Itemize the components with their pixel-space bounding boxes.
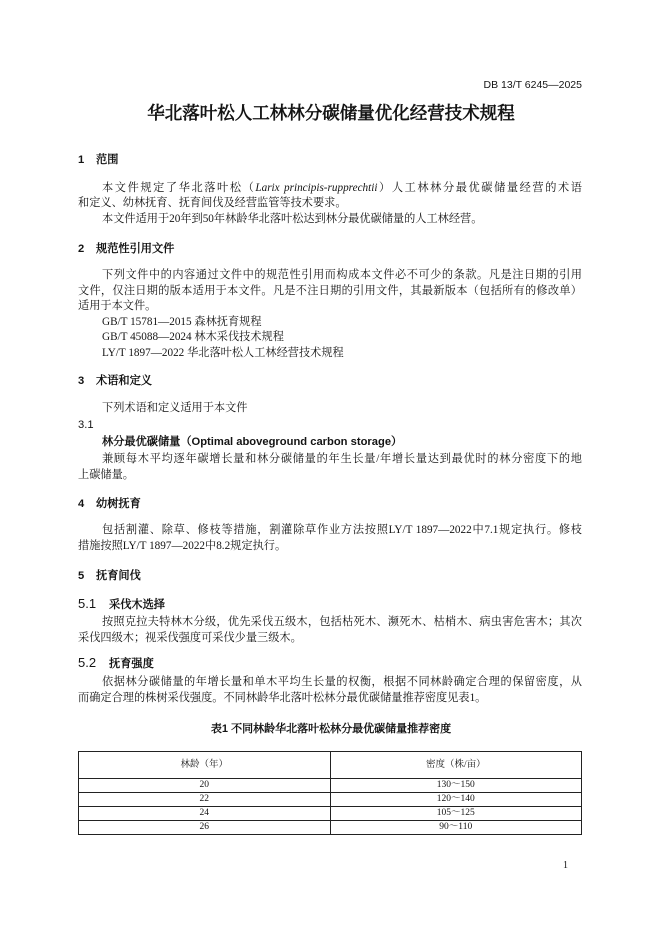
section-4-heading xyxy=(78,497,582,511)
reference-title: 森林抚育规程 xyxy=(194,315,262,328)
subsection-title: 抚育强度 xyxy=(109,658,154,670)
table-row xyxy=(79,807,582,821)
cell-age: 24 xyxy=(79,807,331,821)
paragraph-line: 本文件适用于20年到50年林龄华北落叶松达到林分最优碳储量的人工林经营。 xyxy=(102,212,483,225)
paragraph-line: 依据林分碳储量的年增长量和单木平均生长量的权衡，根据不同林龄确定合理的保留密度，从 xyxy=(102,676,582,689)
reference-item xyxy=(78,330,582,346)
paragraph-line: 按照克拉夫特林木分级，优先采伐五级木，包括枯死木、濒死木、枯梢木、病虫害危害木；其次 xyxy=(102,616,582,629)
section-5-heading xyxy=(78,569,582,583)
cell-age: 22 xyxy=(79,793,331,807)
section-number: 5 xyxy=(78,570,85,582)
paragraph-line: 文件，仅注日期的版本适用于本文件。凡是不注日期的引用文件，其最新版本（包括所有的修改单） xyxy=(78,284,582,297)
section-title: 范围 xyxy=(96,154,119,166)
subsection-title: 采伐木选择 xyxy=(109,599,165,611)
subsection-number: 5.1 xyxy=(78,596,97,611)
section-3-intro xyxy=(78,401,582,417)
standard-code: DB 13/T 6245—2025 xyxy=(483,79,582,91)
section-title: 规范性引用文件 xyxy=(96,243,175,255)
cell-density: 130～150 xyxy=(330,779,581,793)
density-table xyxy=(78,751,582,835)
reference-item xyxy=(78,315,582,331)
section-2-body xyxy=(78,268,582,361)
page-number: 1 xyxy=(563,860,568,871)
section-number: 2 xyxy=(78,243,85,255)
section-title: 术语和定义 xyxy=(96,375,152,387)
column-header-age: 林龄（年） xyxy=(79,752,331,779)
table-row xyxy=(79,793,582,807)
section-title: 幼树抚育 xyxy=(96,498,141,510)
section-number: 1 xyxy=(78,154,85,166)
section-title: 抚育间伐 xyxy=(96,570,141,582)
paragraph-line xyxy=(78,181,582,197)
reference-item xyxy=(78,346,582,362)
paragraph-line: 兼顾每木平均逐年碳增长量和林分碳储量的年生长量/年增长量达到最优时的林分密度下的地 xyxy=(102,453,582,466)
document-title: 华北落叶松人工林林分碳储量优化经营技术规程 xyxy=(147,103,515,123)
term-definition xyxy=(78,452,582,483)
subsection-5-2-body xyxy=(78,675,582,706)
cell-density: 105～125 xyxy=(330,807,581,821)
cell-density: 90～110 xyxy=(330,821,581,835)
subsection-5-2-heading xyxy=(78,655,582,671)
cell-age: 26 xyxy=(79,821,331,835)
text-segment: ）人工林林分最优碳储量经营的术语 xyxy=(377,181,582,194)
term-number: 3.1 xyxy=(78,419,94,431)
paragraph-line: 上碳储量。 xyxy=(78,468,134,481)
paragraph-line: 包括割灌、除草、修枝等措施，割灌除草作业方法按照LY/T 1897—2022中7.1规定执行。修枝 xyxy=(102,524,582,537)
term-name: 林分最优碳储量（Optimal aboveground carbon storage） xyxy=(102,436,403,448)
section-4-body xyxy=(78,523,582,554)
section-1-body xyxy=(78,181,582,228)
cell-age: 20 xyxy=(79,779,331,793)
reference-code: LY/T 1897—2022 xyxy=(102,346,185,359)
table-body xyxy=(79,779,582,835)
paragraph-line: 采伐四级木；视采伐强度可采伐少量三级木。 xyxy=(78,631,302,644)
paragraph-line: 下列文件中的内容通过文件中的规范性引用而构成本文件必不可少的条款。凡是注日期的引用 xyxy=(102,269,582,282)
reference-code: GB/T 15781—2015 xyxy=(102,315,192,328)
table-header-row xyxy=(79,752,582,779)
reference-title: 林木采伐技术规程 xyxy=(194,331,284,344)
section-number: 4 xyxy=(78,498,85,510)
section-2-heading xyxy=(78,242,582,256)
paragraph-line: 措施按照LY/T 1897—2022中8.2规定执行。 xyxy=(78,539,287,552)
subsection-number: 5.2 xyxy=(78,655,97,670)
latin-species-name: Larix principis-rupprechtii xyxy=(255,181,378,194)
subsection-5-1-heading xyxy=(78,596,582,612)
section-3-heading xyxy=(78,374,582,388)
column-header-density: 密度（株/亩） xyxy=(330,752,581,779)
table-header xyxy=(79,752,582,779)
cell-density: 120～140 xyxy=(330,793,581,807)
table-row xyxy=(79,779,582,793)
paragraph-line: 适用于本文件。 xyxy=(78,300,157,313)
paragraph-line: 下列术语和定义适用于本文件 xyxy=(102,402,248,415)
paragraph-line: 和定义、幼林抚育、抚育间伐及经营监管等技术要求。 xyxy=(78,197,347,209)
subsection-5-1-body xyxy=(78,615,582,646)
text-segment: 本文件规定了华北落叶松（ xyxy=(102,181,256,194)
section-number: 3 xyxy=(78,375,85,387)
reference-code: GB/T 45088—2024 xyxy=(102,331,192,344)
table-caption: 表1 不同林龄华北落叶松林分最优碳储量推荐密度 xyxy=(210,723,452,735)
table-row xyxy=(79,821,582,835)
section-1-heading xyxy=(78,153,582,167)
reference-title: 华北落叶松人工林经营技术规程 xyxy=(187,346,344,359)
paragraph-line: 而确定合理的株树采伐强度。不同林龄华北落叶松林分最优碳储量推荐密度见表1。 xyxy=(78,691,487,704)
